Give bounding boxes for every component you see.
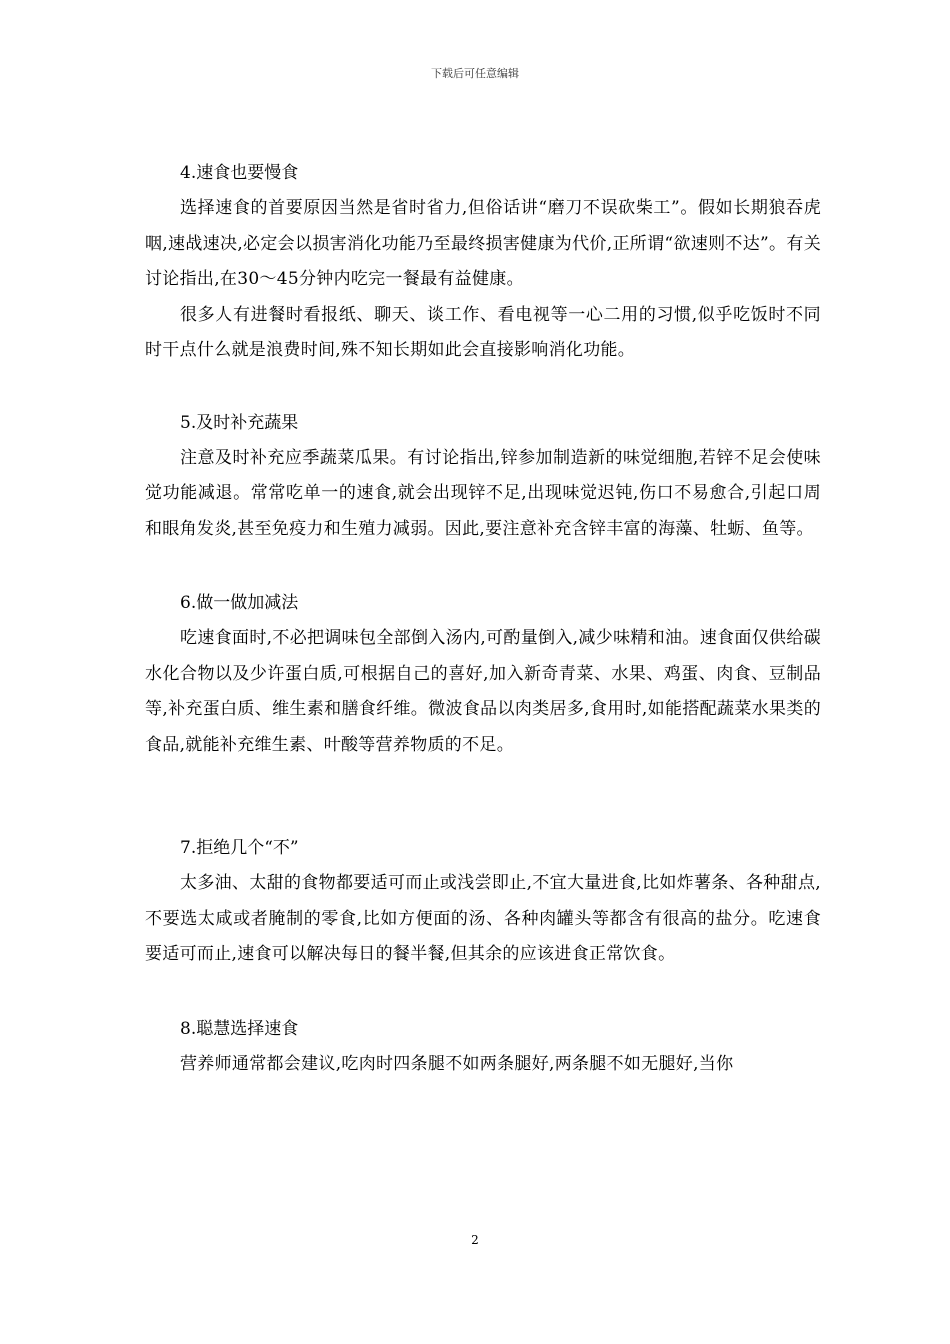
section-spacer [145, 763, 821, 830]
section-6 [145, 585, 821, 763]
section-7 [145, 830, 821, 973]
paragraph: 很多人有进餐时看报纸、聊天、谈工作、看电视等一心二用的习惯,似乎吃饭时不同时干点什么就是浪费时间,殊不知长期如此会直接影响消化功能。 [145, 304, 821, 360]
section-spacer [145, 547, 821, 585]
section-spacer [145, 973, 821, 1011]
section-title: 7.拒绝几个“不” [180, 838, 299, 858]
section-4 [145, 155, 821, 369]
section-title: 6.做一做加减法 [180, 593, 299, 613]
section-5 [145, 405, 821, 548]
document-body [145, 155, 821, 1082]
section-title: 5.及时补充蔬果 [180, 412, 299, 433]
paragraph: 注意及时补充应季蔬菜瓜果。有讨论指出,锌参加制造新的味觉细胞,若锌不足会使味觉功能减退。常常吃单一的速食,就会出现锌不足,出现味觉迟钝,伤口不易愈合,引起口周和眼角发炎,甚至免疫力和生殖力减弱。因此,要注意补充含锌丰富的海藻、牡蛎、鱼等。 [145, 447, 821, 539]
paragraph: 太多油、太甜的食物都要适可而止或浅尝即止,不宜大量进食,比如炸薯条、各种甜点,不要选太咸或者腌制的零食,比如方便面的汤、各种肉罐头等都含有很高的盐分。吃速食要适可而止,速食可以解决每日的餐半餐,但其余的应该进食正常饮食。 [145, 873, 821, 964]
section-8 [145, 1011, 821, 1083]
paragraph: 吃速食面时,不必把调味包全部倒入汤内,可酌量倒入,减少味精和油。速食面仅供给碳水化合物以及少许蛋白质,可根据自己的喜好,加入新奇青菜、水果、鸡蛋、肉食、豆制品等,补充蛋白质、维生素和膳食纤维。微波食品以肉类居多,食用时,如能搭配蔬菜水果类的食品,就能补充维生素、叶酸等营养物质的不足。 [145, 628, 821, 755]
paragraph: 营养师通常都会建议,吃肉时四条腿不如两条腿好,两条腿不如无腿好,当你 [180, 1053, 734, 1074]
paragraph: 选择速食的首要原因当然是省时省力,但俗话讲“磨刀不误砍柴工”。假如长期狼吞虎咽,速战速决,必定会以损害消化功能乃至最终损害健康为代价,正所谓“欲速则不达”。有关讨论指出,在30～45分钟内吃完一餐最有益健康。 [145, 198, 821, 289]
section-title: 4.速食也要慢食 [180, 163, 299, 183]
page-number: 2 [471, 1233, 479, 1247]
section-title: 8.聪慧选择速食 [180, 1018, 299, 1039]
section-spacer [145, 369, 821, 405]
page-header: 下载后可任意编辑 [431, 67, 519, 80]
